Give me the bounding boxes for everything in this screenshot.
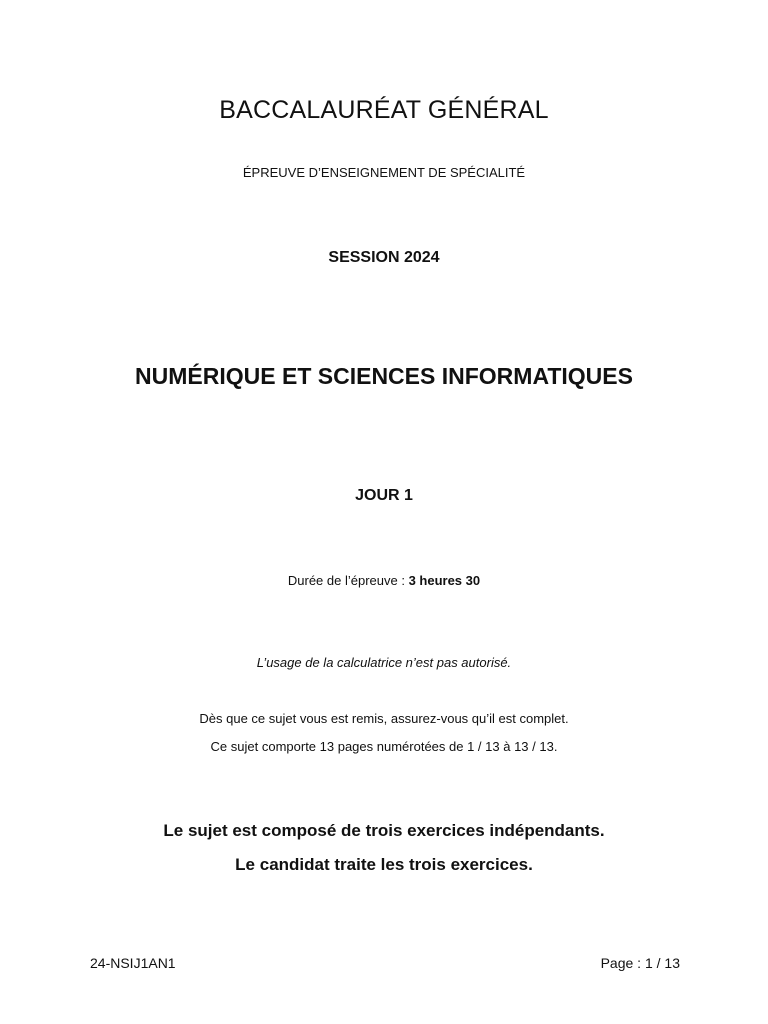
completeness-notice: Dès que ce sujet vous est remis, assurez-vous qu’il est complet.	[199, 711, 569, 726]
session-label: SESSION 2024	[328, 249, 440, 266]
exam-title: BACCALAURÉAT GÉNÉRAL	[219, 96, 549, 124]
composition-line-1: Le sujet est composé de trois exercices indépendants.	[163, 821, 605, 840]
exam-day: JOUR 1	[355, 487, 413, 504]
page-count-notice: Ce sujet comporte 13 pages numérotées de 1 / 13 à 13 / 13.	[210, 739, 558, 754]
subject-title: NUMÉRIQUE ET SCIENCES INFORMATIQUES	[135, 363, 633, 389]
composition-line-2: Le candidat traite les trois exercices.	[235, 855, 533, 874]
duration-value: 3 heures 30	[408, 573, 481, 588]
footer-page-number: Page : 1 / 13	[600, 955, 680, 971]
duration-label: Durée de l’épreuve :	[287, 573, 409, 588]
exam-subtitle: ÉPREUVE D’ENSEIGNEMENT DE SPÉCIALITÉ	[242, 165, 526, 180]
calculator-notice: L’usage de la calculatrice n’est pas autorisé.	[256, 655, 512, 670]
footer-exam-code: 24-NSIJ1AN1	[90, 955, 176, 971]
exam-duration	[0, 573, 768, 588]
